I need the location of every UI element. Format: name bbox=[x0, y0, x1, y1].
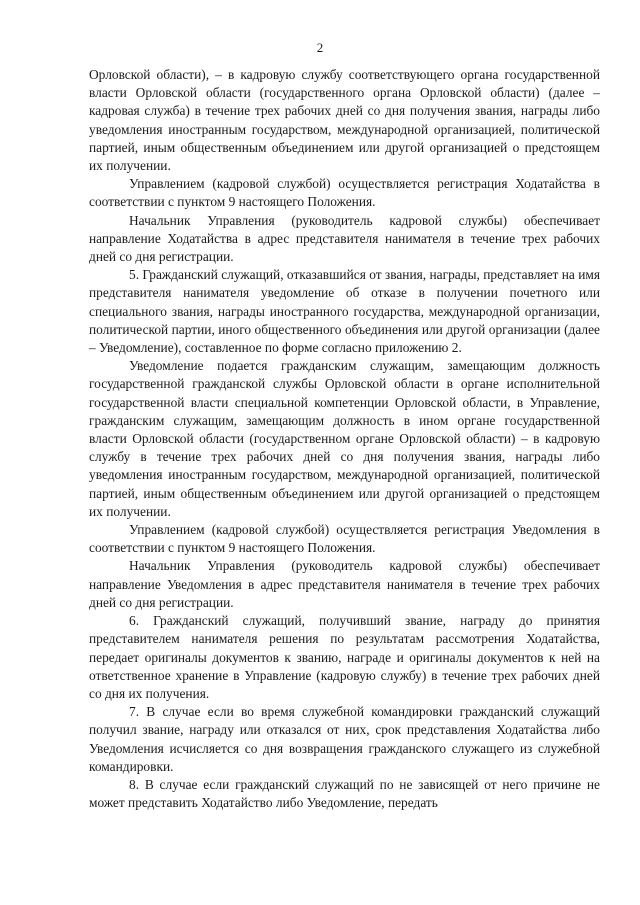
paragraph: 8. В случае если гражданский служащий по не зависящей от него причине не может представить Ходатайство либо Уведомление, передать bbox=[89, 776, 600, 811]
paragraph: 5. Гражданский служащий, отказавшийся от звания, награды, представляет на имя представителя нанимателя уведомление об отказе в получении почетного или специального звания, награды иностранного государства, международной организации, политической партии, иного общественного объединения или другой организации (далее – Уведомление), составленное по форме согласно приложению 2. bbox=[89, 267, 600, 356]
page-number: 2 bbox=[316, 40, 324, 55]
document-body bbox=[89, 66, 600, 812]
paragraph: 6. Гражданский служащий, получивший звание, награду до принятия представителем нанимателя решения по результатам рассмотрения Ходатайства, передает оригиналы документов к званию, награде и оригиналы документов к ней на ответственное хранение в Управление (кадровую службу) в течение трех рабочих дней со дня их получения. bbox=[89, 613, 600, 701]
paragraph: Управлением (кадровой службой) осуществляется регистрация Ходатайства в соответствии с пунктом 9 настоящего Положения. bbox=[89, 176, 600, 210]
paragraph: Управлением (кадровой службой) осуществляется регистрация Уведомления в соответствии с пунктом 9 настоящего Положения. bbox=[89, 522, 600, 556]
paragraph: Орловской области), – в кадровую службу соответствующего органа государственной власти Орловской области (государственного органа Орловской области) (далее – кадровая служба) в течение трех рабочих дней со дня получения звания, награды либо уведомления иностранным государством, международной организацией, политической партией, иным общественным объединением или другой организацией о предстоящем их получении. bbox=[89, 67, 600, 174]
paragraph: Начальник Управления (руководитель кадровой службы) обеспечивает направление Уведомления в адрес представителя нанимателя в течение трех рабочих дней со дня регистрации. bbox=[89, 558, 600, 610]
paragraph: Уведомление подается гражданским служащим, замещающим должность государственной гражданской службы Орловской области в органе исполнительной государственной власти специальной компетенции Орловской области, в Управление, гражданским служащим, замещающим должность в ином органе государственной власти Орловской области (государственном органе Орловской области) – в кадровую службу в течение трех рабочих дней со дня получения звания, награды либо уведомления иностранным государством, международной организацией, политической партией, иным общественным объединением или другой организацией о предстоящем их получении. bbox=[89, 358, 600, 519]
paragraph: 7. В случае если во время служебной командировки гражданский служащий получил звание, награду или отказался от них, срок представления Ходатайства либо Уведомления исчисляется со дня возвращения гражданского служащего из служебной командировки. bbox=[89, 704, 600, 774]
paragraph: Начальник Управления (руководитель кадровой службы) обеспечивает направление Ходатайства в адрес представителя нанимателя в течение трех рабочих дней со дня регистрации. bbox=[89, 212, 600, 265]
